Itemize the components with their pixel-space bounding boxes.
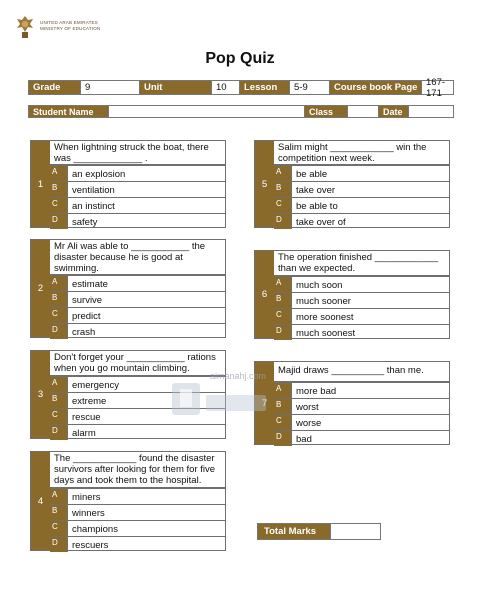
option-letter: D (50, 425, 68, 440)
grade-value: 9 (81, 81, 140, 94)
lesson-label: Lesson (240, 81, 290, 94)
date-label: Date (379, 106, 409, 117)
option-text: an instinct (72, 201, 115, 212)
option-text: winners (72, 508, 105, 519)
option-text: champions (72, 524, 118, 535)
option-text: bad (296, 434, 312, 445)
option-letter: C (50, 409, 68, 424)
question-1 (30, 140, 226, 228)
option-text: more soonest (296, 312, 354, 323)
option-d[interactable] (50, 424, 225, 440)
ministry-header (14, 14, 100, 40)
unit-label: Unit (140, 81, 212, 94)
option-text: predict (72, 311, 101, 322)
option-a[interactable] (274, 276, 449, 292)
option-letter: B (274, 182, 292, 197)
option-c[interactable] (50, 307, 225, 323)
option-text: estimate (72, 279, 108, 290)
question-2 (30, 239, 226, 338)
option-text: much soon (296, 280, 343, 291)
option-a[interactable] (50, 165, 225, 181)
coursebook-value: 167-171 (422, 81, 453, 94)
unit-value: 10 (212, 81, 240, 94)
option-letter: C (50, 198, 68, 213)
option-letter: B (274, 293, 292, 308)
option-text: an explosion (72, 169, 126, 180)
option-text: be able (296, 169, 328, 180)
option-letter: C (274, 415, 292, 430)
question-stem: Salim might ____________ win the competition next week. (274, 141, 449, 165)
question-number: 2 (31, 240, 50, 337)
option-c[interactable] (50, 197, 225, 213)
option-letter: A (274, 383, 292, 398)
option-b[interactable] (50, 504, 225, 520)
option-text: rescue (72, 412, 101, 423)
option-letter: B (50, 393, 68, 408)
question-stem: Majid draws __________ than me. (274, 362, 449, 382)
option-text: survive (72, 295, 103, 306)
option-b[interactable] (274, 398, 449, 414)
option-letter: A (274, 166, 292, 181)
total-marks (257, 523, 381, 540)
option-letter: D (50, 324, 68, 339)
option-letter: B (50, 292, 68, 307)
question-number: 4 (31, 452, 50, 550)
option-b[interactable] (50, 181, 225, 197)
option-c[interactable] (50, 408, 225, 424)
option-text: be able to (296, 201, 338, 212)
option-text: safety (72, 217, 98, 228)
option-text: extreme (72, 396, 107, 407)
option-d[interactable] (274, 430, 449, 446)
option-letter: D (274, 325, 292, 340)
question-5 (254, 140, 450, 228)
ministry-text: UNITED ARAB EMIRATES MINISTRY OF EDUCATION (40, 20, 101, 31)
option-b[interactable] (274, 292, 449, 308)
option-letter: C (50, 308, 68, 323)
option-a[interactable] (274, 382, 449, 398)
option-text: much soonest (296, 328, 356, 339)
question-stem: The operation finished ____________ than we expected. (274, 251, 449, 276)
option-letter: D (274, 431, 292, 446)
option-text: take over (296, 185, 336, 196)
option-text: ventilation (72, 185, 115, 196)
option-a[interactable] (274, 165, 449, 181)
student-row (28, 105, 454, 118)
question-stem: When lightning struck the boat, there was _____________ . (50, 141, 225, 165)
option-letter: D (50, 214, 68, 229)
option-letter: B (274, 399, 292, 414)
option-d[interactable] (50, 536, 225, 552)
option-text: emergency (72, 380, 119, 391)
option-d[interactable] (274, 213, 449, 229)
question-3 (30, 350, 226, 439)
question-stem: Mr Ali was able to ___________ the disaster because he is good at swimming. (50, 240, 225, 275)
info-row (28, 76, 454, 99)
option-text: crash (72, 327, 96, 338)
option-text: worse (296, 418, 322, 429)
option-text: take over of (296, 217, 346, 228)
option-letter: A (50, 276, 68, 291)
page-title: Pop Quiz (205, 50, 275, 67)
question-6 (254, 250, 450, 339)
option-text: alarm (72, 428, 96, 439)
option-c[interactable] (50, 520, 225, 536)
class-label: Class (305, 106, 348, 117)
date-field[interactable] (409, 106, 453, 117)
uae-emblem-icon (14, 14, 36, 40)
option-b[interactable] (50, 392, 225, 408)
watermark-text: almanahj.com (210, 371, 267, 381)
option-c[interactable] (274, 308, 449, 324)
option-d[interactable] (50, 323, 225, 339)
class-field[interactable] (348, 106, 379, 117)
question-number: 6 (255, 251, 274, 338)
option-letter: C (50, 521, 68, 536)
option-letter: D (274, 214, 292, 229)
question-stem: Don't forget your ___________ rations when you go mountain climbing. (50, 351, 225, 376)
option-text: more bad (296, 386, 337, 397)
lesson-value: 5-9 (290, 81, 330, 94)
student-name-label: Student Name (29, 106, 109, 117)
option-letter: A (50, 166, 68, 181)
option-c[interactable] (274, 414, 449, 430)
option-letter: C (274, 309, 292, 324)
option-letter: A (50, 489, 68, 504)
option-letter: B (50, 182, 68, 197)
option-a[interactable] (50, 376, 225, 392)
option-letter: D (50, 537, 68, 552)
option-text: worst (296, 402, 319, 413)
student-name-field[interactable] (109, 106, 305, 117)
option-letter: B (50, 505, 68, 520)
grade-label: Grade (29, 81, 81, 94)
question-stem: The ____________ found the disaster survivors after looking for them for five days and took them to the hospital. (50, 452, 225, 488)
option-a[interactable] (50, 275, 225, 291)
option-text: miners (72, 492, 101, 503)
option-letter: C (274, 198, 292, 213)
question-7 (254, 361, 450, 445)
option-b[interactable] (50, 291, 225, 307)
total-marks-field[interactable] (330, 524, 380, 539)
option-letter: A (274, 277, 292, 292)
option-c[interactable] (274, 197, 449, 213)
option-text: much sooner (296, 296, 351, 307)
option-b[interactable] (274, 181, 449, 197)
coursebook-label: Course book Page (330, 81, 422, 94)
option-d[interactable] (274, 324, 449, 340)
option-d[interactable] (50, 213, 225, 229)
option-text: rescuers (72, 540, 109, 551)
total-marks-label: Total Marks (258, 524, 330, 539)
question-number: 1 (31, 141, 50, 227)
question-number: 7 (255, 362, 274, 444)
question-4 (30, 451, 226, 551)
option-letter: A (50, 377, 68, 392)
question-number: 5 (255, 141, 274, 227)
question-number: 3 (31, 351, 50, 438)
option-a[interactable] (50, 488, 225, 504)
